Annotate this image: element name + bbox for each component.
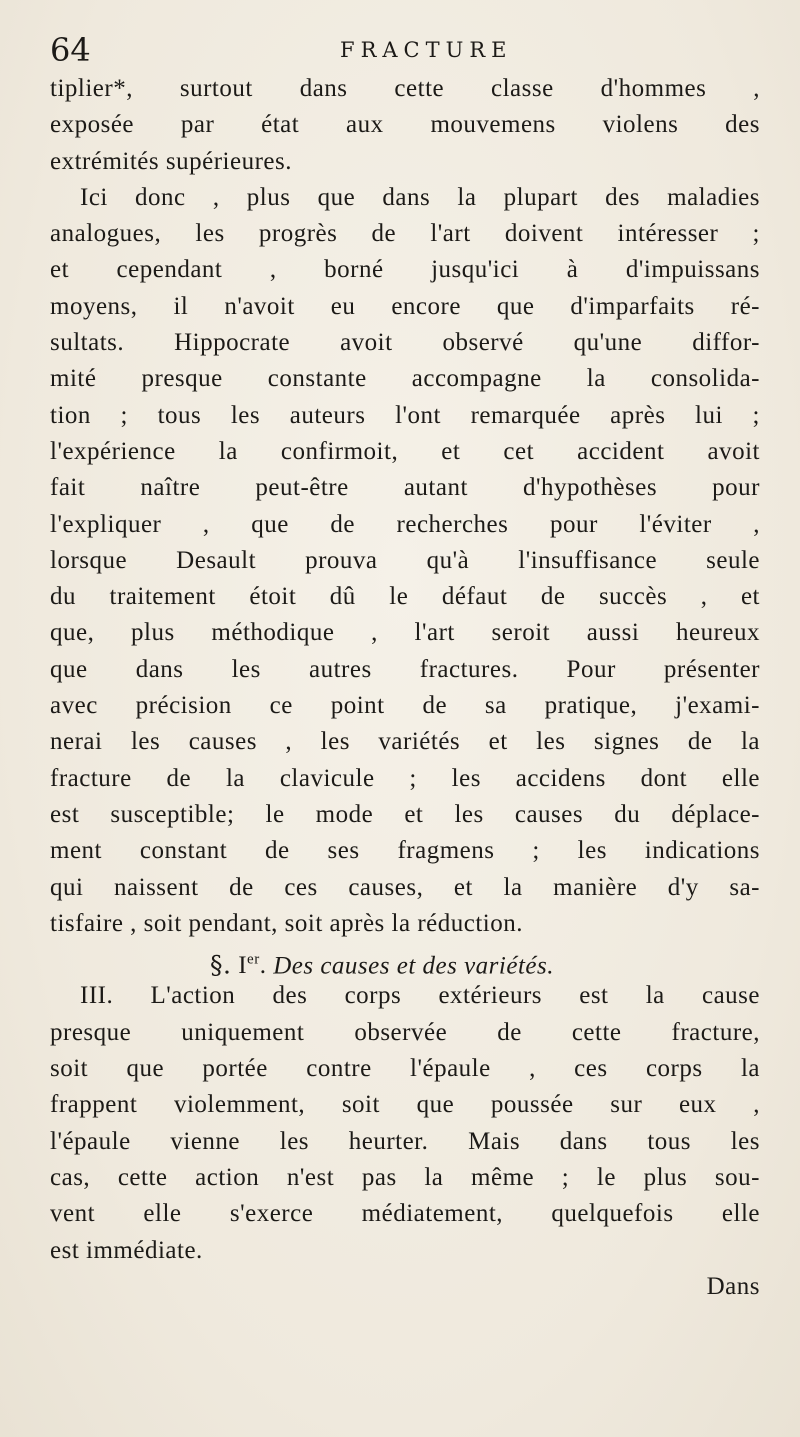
text-line: presque uniquement observée de cette fracture, xyxy=(50,1018,760,1046)
text-line: analogues, les progrès de l'art doivent intéresser ; xyxy=(50,220,760,248)
text-line: mité presque constante accompagne la consolida- xyxy=(50,365,760,393)
text-line: Ici donc , plus que dans la plupart des maladies xyxy=(80,183,760,211)
page-header xyxy=(50,30,750,70)
section-heading xyxy=(50,942,760,978)
text-line: que dans les autres fractures. Pour présenter xyxy=(50,655,760,683)
text-line: tion ; tous les auteurs l'ont remarquée après lui ; xyxy=(50,401,760,429)
text-line: soit que portée contre l'épaule , ces corps la xyxy=(50,1055,760,1083)
text-line: tiplier*, surtout dans cette classe d'hommes , xyxy=(50,75,760,102)
section-title: Des causes et des variétés. xyxy=(273,952,554,980)
text-line: est susceptible; le mode et les causes du déplace- xyxy=(50,800,760,828)
text-line: est immédiate. xyxy=(50,1236,203,1264)
text-line: l'expliquer , que de recherches pour l'éviter , xyxy=(50,510,760,538)
text-line: qui naissent de ces causes, et la manière d'y sa- xyxy=(50,873,760,901)
text-line: vent elle s'exerce médiatement, quelquefois elle xyxy=(50,1200,760,1228)
page-number: 64 xyxy=(50,31,91,69)
text-line: cas, cette action n'est pas la même ; le plus sou- xyxy=(50,1163,760,1191)
text-line: que, plus méthodique , l'art seroit aussi heureux xyxy=(50,619,760,647)
text-line: tisfaire , soit pendant, soit après la réduction. xyxy=(50,909,523,937)
text-line: ment constant de ses fragmens ; les indications xyxy=(50,837,760,865)
text-line: l'épaule vienne les heurter. Mais dans tous les xyxy=(50,1127,760,1155)
text-line: extrémités supérieures. xyxy=(50,147,292,175)
text-line: III. L'action des corps extérieurs est la cause xyxy=(80,982,760,1010)
text-line: et cependant , borné jusqu'ici à d'impuissans xyxy=(50,256,760,284)
text-line: avec précision ce point de sa pratique, j'exami- xyxy=(50,692,760,720)
text-line: exposée par état aux mouvemens violens des xyxy=(50,111,760,139)
catchword: Dans xyxy=(706,1272,760,1300)
text-line: fait naître peut-être autant d'hypothèses pour xyxy=(50,474,760,502)
text-line: moyens, il n'avoit eu encore que d'imparfaits ré- xyxy=(50,292,760,320)
text-line: sultats. Hippocrate avoit observé qu'une diffor- xyxy=(50,329,760,357)
text-line: l'expérience la confirmoit, et cet accident avoit xyxy=(50,437,760,465)
text-line: nerai les causes , les variétés et les signes de la xyxy=(50,728,760,756)
running-title: FRACTURE xyxy=(340,38,513,62)
body-text xyxy=(50,71,760,1305)
text-line: lorsque Desault prouva qu'à l'insuffisance seule xyxy=(50,546,760,574)
text-line: frappent violemment, soit que poussée sur eux , xyxy=(50,1091,760,1119)
section-number: Ier. xyxy=(238,952,267,980)
text-line: du traitement étoit dû le défaut de succès , et xyxy=(50,583,760,611)
text-line: fracture de la clavicule ; les accidens dont elle xyxy=(50,764,760,792)
section-symbol: §. xyxy=(210,950,232,980)
